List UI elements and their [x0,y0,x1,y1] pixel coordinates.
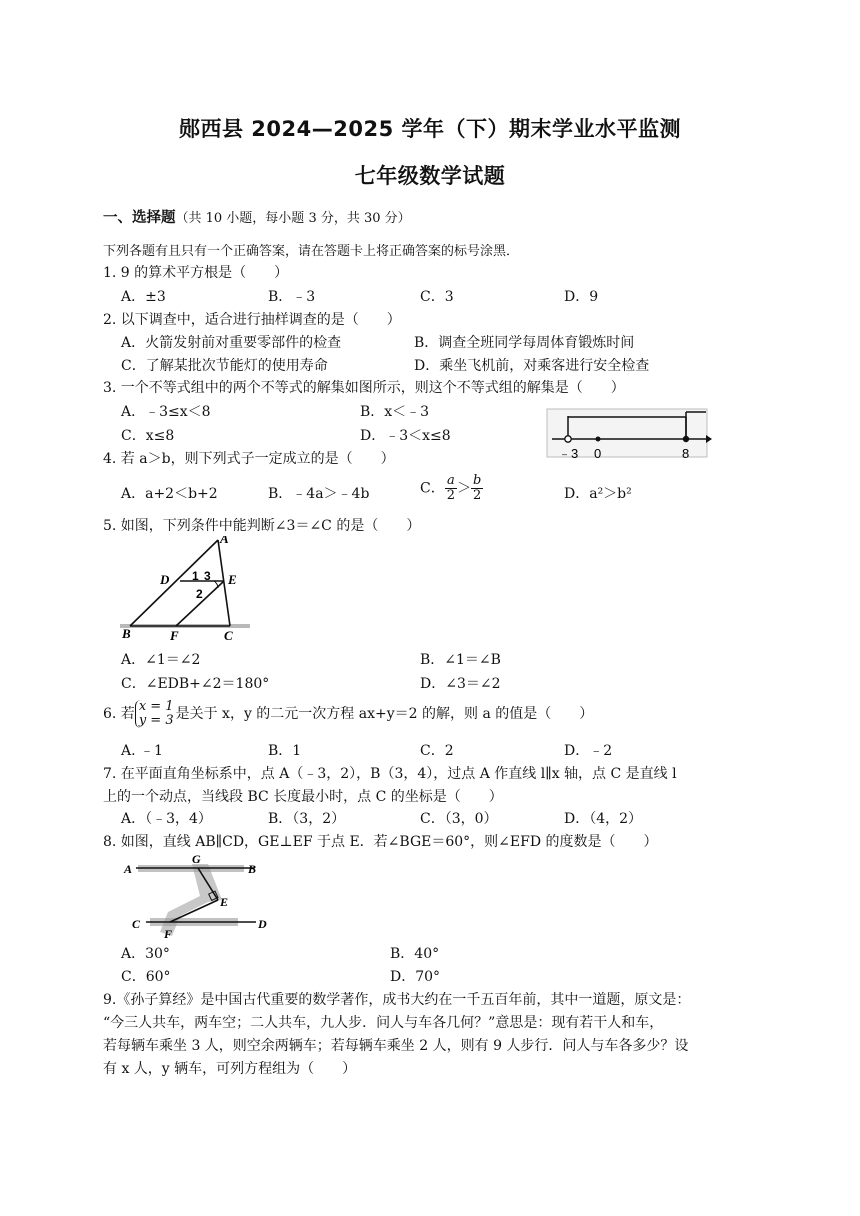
q5-option-b: B．∠1＝∠B [420,652,501,668]
q6-stem-prefix: 6. 若 [103,706,135,722]
q5-triangle-figure [116,536,256,646]
q4-option-c-prefix: C． [420,480,445,497]
section-heading [103,209,411,228]
q4-option-a: A．a+2＜b+2 [121,486,218,502]
q4-option-b: B．﹣4a＞﹣4b [268,486,370,502]
q4-frac-b [471,474,483,503]
q7-option-a: A．（﹣3，4） [121,811,212,827]
q8-parallel-lines-figure [120,852,276,942]
side-BA [130,540,218,626]
q8-stem: 8. 如图，直线 AB∥CD，GE⊥EF 于点 E．若∠BGE＝60°，则∠EFD 的度数是（ ） [103,834,658,850]
q2-stem: 2. 以下调查中，适合进行抽样调查的是（ ） [103,312,401,328]
label-8: 8 [682,446,690,461]
q7-stem-line2: 上的一个动点，当线段 BC 长度最小时，点 C 的坐标是（ ） [103,789,503,805]
q1-option-b: B．﹣3 [268,289,316,305]
q6-equation-1: x = 1 [138,699,174,714]
q2-option-d: D．乘坐飞机前，对乘客进行安全检查 [414,358,650,374]
q4-stem: 4. 若 a＞b，则下列式子一定成立的是（ ） [103,451,395,467]
frac-a-denominator: 2 [446,488,455,503]
label-neg3: ﹣3 [558,446,579,461]
frac-b-denominator: 2 [473,488,482,503]
q8-option-b: B．40° [390,946,440,962]
q4-option-d: D．a²＞b² [564,486,632,502]
q5-stem: 5. 如图，下列条件中能判断∠3＝∠C 的是（ ） [103,518,421,534]
frac-a-numerator: a [445,474,457,489]
q6-stem-suffix: 是关于 x，y 的二元一次方程 ax+y＝2 的解，则 a 的值是（ ） [175,706,594,722]
q6-equation-system [135,700,174,728]
q7-option-c: C．（3，0） [420,811,498,827]
exam-subtitle: 七年级数学试题 [354,164,506,188]
q9-line1: 9.《孙子算经》是中国古代重要的数学著作，成书大约在一千五百年前，其中一道题，原文是： [103,992,691,1008]
q6-option-b: B．1 [268,743,302,759]
q3-option-c: C．x≤8 [121,428,175,444]
axis-arrow [706,435,712,443]
q5-option-a: A．∠1＝∠2 [121,652,201,668]
q7-option-b: B．（3，2） [268,811,346,827]
origin-point [596,437,601,442]
label-C: C [224,628,233,643]
q3-option-a: A．﹣3≤x＜8 [121,404,211,420]
label-A: A [124,862,133,876]
q6-stem [103,700,593,728]
label-0: 0 [594,446,602,461]
label-F: F [170,628,179,643]
q9-line4: 有 x 人，y 辆车，可列方程组为（ ） [103,1061,357,1077]
q1-option-d: D．9 [564,289,599,305]
q2-option-b: B．调查全班同学每周体育锻炼时间 [414,335,635,351]
q6-option-d: D．﹣2 [564,743,613,759]
q1-option-c: C．3 [420,289,454,305]
q5-option-d: D．∠3＝∠2 [420,676,501,692]
q2-option-c: C．了解某批次节能灯的使用寿命 [121,358,328,374]
label-angle-1: 1 [192,569,199,583]
q8-option-c: C．60° [121,969,171,985]
label-B: B [248,862,257,876]
q6-option-c: C．2 [420,743,454,759]
label-A: A [220,536,229,546]
q4-frac-a [445,474,457,503]
q5-option-c: C．∠EDB+∠2＝180° [121,676,270,692]
q6-equation-2: y = 3 [138,713,174,728]
q3-option-b: B．x＜﹣3 [360,404,430,420]
q1-option-a: A．±3 [121,289,166,305]
section-instruction: 下列各题有且只有一个正确答案，请在答题卡上将正确答案的标号涂黑． [103,244,520,259]
frac-b-numerator: b [473,473,482,488]
q9-line3: 若每辆车乘坐 3 人，则空余两辆车；若每辆车乘坐 2 人，则有 9 人步行．问人与车各多少？设 [103,1038,689,1054]
section-note: （共 10 小题，每小题 3 分，共 30 分） [175,211,411,226]
q2-option-a: A．火箭发射前对重要零部件的检查 [121,335,342,351]
q8-option-a: A．30° [121,946,170,962]
q7-stem-line1: 7. 在平面直角坐标系中，点 A（﹣3，2），B（3，4），过点 A 作直线 l∥x 轴，点 C 是直线 l [103,766,677,782]
q4-option-c [420,474,483,503]
q7-option-d: D．（4，2） [564,811,643,827]
q3-option-d: D．﹣3＜x≤8 [360,428,451,444]
label-D: D [258,917,267,931]
label-B: B [122,626,131,641]
q6-option-a: A. ﹣1 [121,743,163,759]
q4-option-c-gt: ＞ [457,480,471,497]
label-angle-3: 3 [204,569,211,583]
label-E: E [228,572,237,587]
section-title: 一、选择题 [103,210,176,226]
label-D: D [160,572,170,587]
label-angle-2: 2 [196,587,203,601]
label-F: F [164,927,173,941]
label-E: E [220,895,229,909]
solid-point-8 [683,436,689,442]
q8-option-d: D．70° [390,969,441,985]
label-C: C [132,917,141,931]
q3-stem: 3. 一个不等式组中的两个不等式的解集如图所示，则这个不等式组的解集是（ ） [103,380,625,396]
q9-line2: “今三人共车，两车空；二人共车，九人步．问人与车各几何？”意思是：现有若干人和车， [103,1015,664,1031]
q3-number-line-figure [546,408,712,464]
q1-stem: 1. 9 的算术平方根是（ ） [103,265,289,281]
exam-title: 郧西县 2024—2025 学年（下）期末学业水平监测 [178,117,681,141]
label-G: G [192,852,201,866]
open-point-neg3 [565,436,571,442]
angle-2-arc [214,581,218,588]
